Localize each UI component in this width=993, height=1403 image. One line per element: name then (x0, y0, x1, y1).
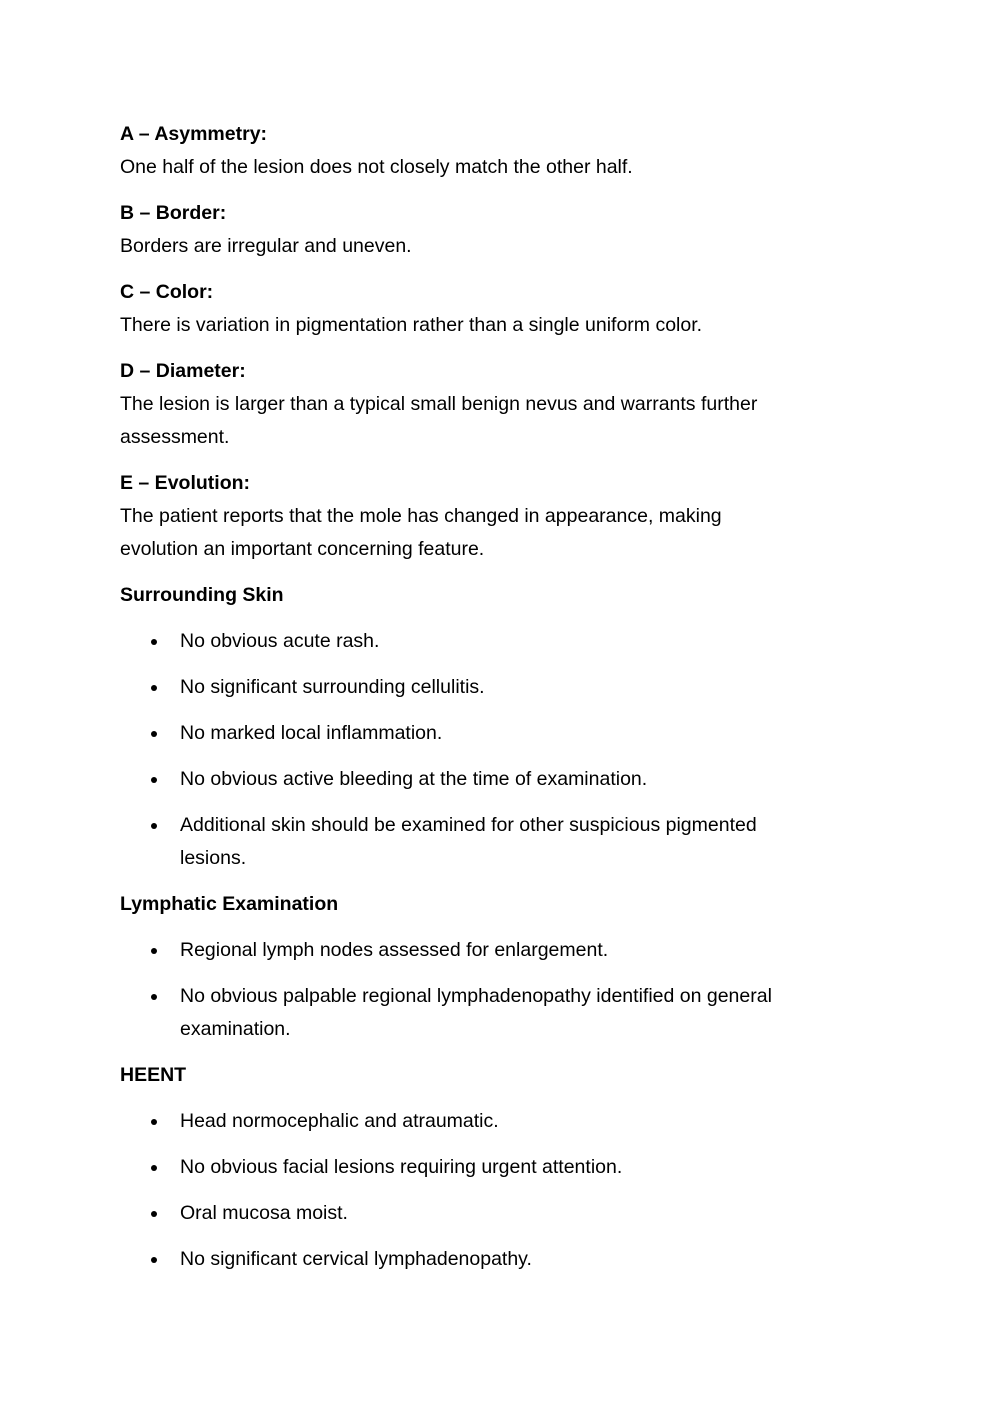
abcde-heading: A – Asymmetry: (120, 123, 268, 145)
abcde-item-asymmetry (120, 118, 860, 184)
bullet-icon (151, 685, 157, 691)
list-item (120, 717, 860, 750)
document-page (120, 118, 860, 1289)
list-item (120, 980, 860, 1046)
lymphatic-list (120, 934, 860, 1046)
abcde-item-evolution (120, 467, 860, 566)
bullet-icon (151, 994, 157, 1000)
list-item-text: No significant cervical lymphadenopathy. (180, 1248, 532, 1270)
abcde-text: Borders are irregular and uneven. (120, 235, 412, 257)
list-item (120, 1197, 860, 1230)
list-item-text: No obvious acute rash. (180, 630, 380, 652)
list-item-text: Oral mucosa moist. (180, 1202, 348, 1224)
bullet-icon (151, 1257, 157, 1263)
bullet-icon (151, 731, 157, 737)
section-title-heent: HEENT (120, 1064, 187, 1086)
abcde-text: One half of the lesion does not closely match the other half. (120, 156, 633, 178)
list-item-text: No obvious active bleeding at the time of examination. (180, 768, 648, 790)
list-item-text: Head normocephalic and atraumatic. (180, 1110, 499, 1132)
abcde-text: The patient reports that the mole has changed in appearance, making (120, 505, 722, 527)
abcde-item-color (120, 276, 860, 342)
bullet-icon (151, 823, 157, 829)
list-item-text: No obvious facial lesions requiring urgent attention. (180, 1156, 623, 1178)
list-item (120, 1105, 860, 1138)
list-item (120, 763, 860, 796)
list-item (120, 671, 860, 704)
abcde-text: There is variation in pigmentation rather than a single uniform color. (120, 314, 703, 336)
bullet-icon (151, 639, 157, 645)
abcde-text-continued: evolution an important concerning feature. (120, 538, 485, 560)
list-item (120, 625, 860, 658)
section-title-surrounding-skin: Surrounding Skin (120, 584, 284, 606)
abcde-heading: B – Border: (120, 202, 227, 224)
abcde-item-border (120, 197, 860, 263)
list-item-text: No significant surrounding cellulitis. (180, 676, 485, 698)
bullet-icon (151, 948, 157, 954)
list-item-text: No obvious palpable regional lymphadenopathy identified on general (180, 985, 772, 1007)
abcde-text-continued: assessment. (120, 426, 230, 448)
abcde-text: The lesion is larger than a typical small benign nevus and warrants further (120, 393, 758, 415)
list-item (120, 1151, 860, 1184)
abcde-heading: D – Diameter: (120, 360, 246, 382)
bullet-icon (151, 777, 157, 783)
abcde-item-diameter (120, 355, 860, 454)
surrounding-skin-list (120, 625, 860, 875)
list-item-text: No marked local inflammation. (180, 722, 443, 744)
list-item (120, 809, 860, 875)
list-item-text: Regional lymph nodes assessed for enlargement. (180, 939, 609, 961)
bullet-icon (151, 1119, 157, 1125)
list-item-text: Additional skin should be examined for other suspicious pigmented (180, 814, 757, 836)
list-item (120, 934, 860, 967)
bullet-icon (151, 1211, 157, 1217)
abcde-heading: E – Evolution: (120, 472, 251, 494)
bullet-icon (151, 1165, 157, 1171)
list-item-text-continued: lesions. (180, 847, 247, 869)
abcde-heading: C – Color: (120, 281, 214, 303)
section-title-lymphatic: Lymphatic Examination (120, 893, 339, 915)
list-item (120, 1243, 860, 1276)
heent-list (120, 1105, 860, 1276)
list-item-text-continued: examination. (180, 1018, 291, 1040)
